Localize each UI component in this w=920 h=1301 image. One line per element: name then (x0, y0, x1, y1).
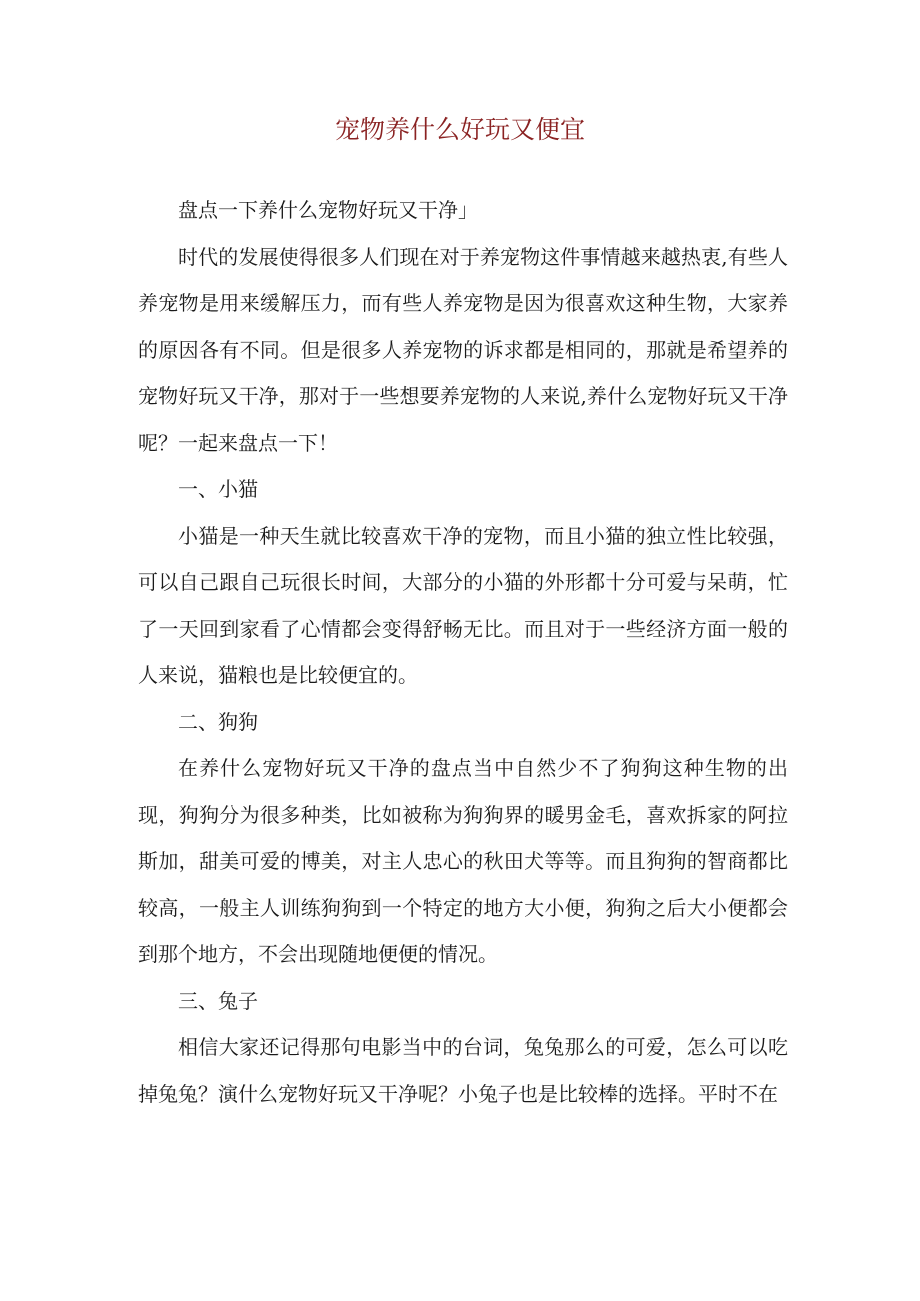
rabbit-paragraph: 相信大家还记得那句电影当中的台词，兔兔那么的可爱，怎么可以吃掉兔兔？演什么宠物好玩又干净呢？小兔子也是比较棒的选择。平时不在 (138, 1035, 788, 1106)
document-body (138, 187, 788, 1117)
intro-line: 盘点一下养什么宠物好玩又干净」 (178, 198, 478, 222)
section-heading-dog: 二、狗狗 (178, 709, 258, 734)
cat-paragraph: 小猫是一种天生就比较喜欢干净的宠物，而且小猫的独立性比较强，可以自己跟自己玩很长时间，大部分的小猫的外形都十分可爱与呆萌，忙了一天回到家看了心情都会变得舒畅无比。而且对于一些经济方面一般的人来说，猫粮也是比较便宜的。 (138, 523, 788, 687)
section-heading-rabbit: 三、兔子 (178, 988, 258, 1013)
intro-paragraph: 时代的发展使得很多人们现在对于养宠物这件事情越来越热衷,有些人养宠物是用来缓解压力，而有些人养宠物是因为很喜欢这种生物，大家养的原因各有不同。但是很多人养宠物的诉求都是相同的，那就是希望养的宠物好玩又干净，那对于一些想要养宠物的人来说,养什么宠物好玩又干净呢？一起来盘点一下！ (138, 244, 788, 455)
document-title: 宠物养什么好玩又便宜 (334, 115, 585, 144)
dog-paragraph: 在养什么宠物好玩又干净的盘点当中自然少不了狗狗这种生物的出现，狗狗分为很多种类，比如被称为狗狗界的暖男金毛，喜欢拆家的阿拉斯加，甜美可爱的博美，对主人忠心的秋田犬等等。而且狗狗的智商都比较高，一般主人训练狗狗到一个特定的地方大小便，狗狗之后大小便都会到那个地方，不会出现随地便便的情况。 (138, 756, 788, 966)
section-heading-cat: 一、小猫 (178, 477, 258, 501)
